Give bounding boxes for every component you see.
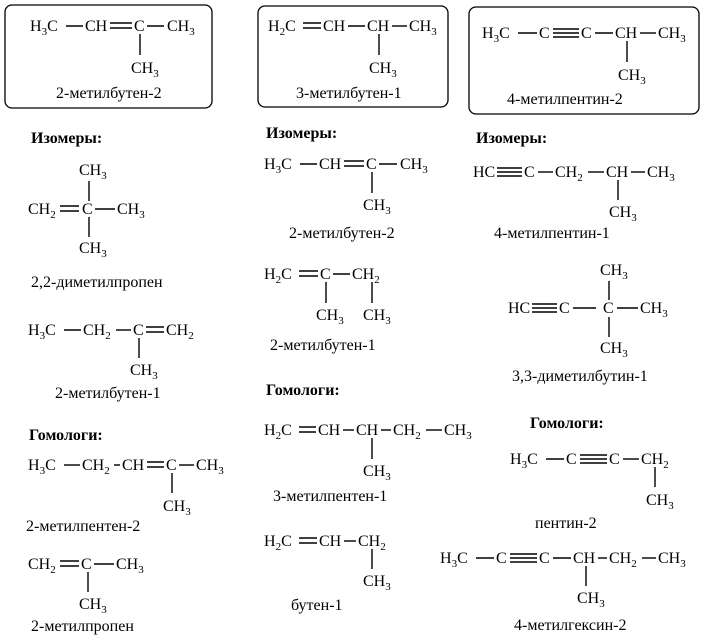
compound-name: 2-метилпентен-2 (26, 518, 141, 535)
fragment: C (609, 451, 620, 468)
fragment: $CH_3$ (79, 162, 107, 182)
formula-homolog-2-2 (264, 533, 391, 593)
fragment: $CH_3$ (640, 300, 668, 320)
compound-name: 4-метилгексин-2 (514, 617, 627, 634)
fragment: C (603, 300, 614, 317)
fragment: CH (367, 18, 390, 35)
fragment: $CH_2$ (82, 457, 110, 477)
fragment: C (581, 25, 592, 42)
fragment: $CH_3$ (196, 457, 224, 477)
fragment: C (539, 550, 550, 567)
formula-homolog-3-2 (440, 550, 686, 610)
formula-main-1 (30, 18, 195, 80)
fragment: $CH_3$ (79, 596, 107, 616)
homologs-heading: Гомологи: (266, 382, 340, 399)
fragment: $CH_3$ (363, 197, 391, 217)
fragment: $CH_3$ (609, 204, 637, 224)
formula-homolog-1-1 (28, 457, 224, 518)
fragment: C (496, 550, 507, 567)
fragment: CH (606, 164, 629, 181)
compound-name: 3-метилбутен-1 (296, 85, 402, 102)
fragment: $H_3C$ (510, 451, 538, 471)
fragment: C (320, 266, 331, 283)
compound-name: 2,2-диметилпропен (31, 274, 163, 291)
fragment: HC (508, 300, 531, 317)
fragment: $H_2C$ (268, 18, 296, 38)
fragment: C (566, 451, 577, 468)
fragment: $CH_3$ (409, 18, 437, 38)
fragment: $CH_3$ (116, 556, 144, 576)
homologs-heading: Гомологи: (29, 427, 103, 444)
fragment: $CH_3$ (131, 60, 159, 80)
formula-isomer-1-2 (28, 322, 194, 382)
fragment: $H_3C$ (28, 322, 56, 342)
fragment: CH (319, 156, 342, 173)
fragment: $CH_3$ (444, 422, 472, 442)
fragment: $CH_3$ (658, 550, 686, 570)
column-3 (440, 7, 699, 634)
fragment: CH (356, 422, 379, 439)
fragment: $CH_3$ (618, 67, 646, 87)
compound-name: 2-метилбутен-1 (55, 385, 161, 402)
formula-homolog-1-2 (28, 556, 144, 616)
formula-isomer-3-2 (508, 262, 668, 360)
fragment: $CH_3$ (363, 307, 391, 327)
fragment: C (81, 556, 92, 573)
fragment: CH (85, 18, 108, 35)
formula-main-3 (482, 25, 686, 87)
fragment: C (166, 457, 177, 474)
isomers-heading: Изомеры: (31, 130, 103, 147)
isomers-heading: Изомеры: (476, 130, 548, 147)
fragment: $CH_3$ (658, 25, 686, 45)
fragment: $CH_3$ (163, 498, 191, 518)
fragment: $CH_3$ (316, 307, 344, 327)
fragment: CH (319, 533, 342, 550)
formula-main-2 (268, 18, 437, 80)
fragment: C (366, 156, 377, 173)
fragment: $H_2C$ (264, 533, 292, 553)
formula-isomer-1-1 (28, 162, 145, 260)
fragment: C (82, 201, 93, 218)
fragment: CH (318, 422, 341, 439)
fragment: C (524, 164, 535, 181)
fragment: $CH_3$ (167, 18, 195, 38)
fragment: $H_2C$ (264, 266, 292, 286)
fragment: $CH_2$ (352, 266, 380, 286)
fragment: $CH_2$ (358, 533, 386, 553)
compound-name: 2-метилбутен-2 (56, 85, 162, 102)
compound-name: 2-метилбутен-2 (289, 225, 395, 242)
fragment: $CH_2$ (609, 550, 637, 570)
formula-isomer-3-1 (473, 164, 675, 224)
fragment: $CH_2$ (393, 422, 421, 442)
fragment: $CH_2$ (166, 322, 194, 342)
compound-name: 4-метилпентин-1 (494, 225, 610, 242)
formula-isomer-2-2 (264, 266, 391, 327)
fragment: $H_3C$ (482, 25, 510, 45)
fragment: $CH_3$ (600, 340, 628, 360)
compound-name: пентин-2 (535, 515, 597, 532)
isomers-heading: Изомеры: (266, 125, 338, 142)
fragment: $CH_3$ (363, 463, 391, 483)
fragment: C (134, 18, 145, 35)
homologs-heading: Гомологи: (530, 415, 604, 432)
fragment: $CH_3$ (79, 240, 107, 260)
fragment: CH (122, 457, 145, 474)
fragment: $CH_3$ (647, 164, 675, 184)
fragment: $CH_3$ (646, 492, 674, 512)
fragment: $CH_3$ (600, 262, 628, 282)
compound-name: бутен-1 (291, 597, 343, 614)
fragment: $CH_2$ (641, 451, 669, 471)
fragment: C (559, 300, 570, 317)
fragment: $H_3C$ (440, 550, 468, 570)
fragment: $CH_2$ (28, 201, 56, 221)
fragment: $H_2C$ (264, 422, 292, 442)
fragment: $CH_3$ (400, 156, 428, 176)
fragment: $CH_3$ (130, 362, 158, 382)
fragment: $H_3C$ (30, 18, 58, 38)
formula-homolog-3-1 (510, 451, 674, 512)
fragment: CH (323, 18, 346, 35)
fragment: C (539, 25, 550, 42)
fragment: $CH_3$ (363, 573, 391, 593)
fragment: HC (473, 164, 496, 181)
fragment: $CH_2$ (83, 322, 111, 342)
fragment: $H_3C$ (264, 156, 292, 176)
fragment: $CH_3$ (117, 201, 145, 221)
formula-isomer-2-1 (264, 156, 428, 217)
fragment: $H_3C$ (28, 457, 56, 477)
compound-name: 4-метилпентин-2 (507, 91, 623, 108)
fragment: CH (573, 550, 596, 567)
formula-homolog-2-1 (264, 422, 472, 483)
fragment: $CH_3$ (577, 590, 605, 610)
fragment: $CH_3$ (369, 60, 397, 80)
compound-name: 2-метилбутен-1 (270, 337, 376, 354)
compound-name: 3,3-диметилбутин-1 (512, 368, 648, 385)
fragment: CH (615, 25, 638, 42)
column-2 (258, 6, 472, 614)
fragment: $CH_2$ (28, 556, 56, 576)
fragment: C (133, 322, 144, 339)
compound-name: 2-метилпропен (31, 618, 134, 635)
compound-name: 3-метилпентен-1 (273, 488, 388, 505)
fragment: $CH_2$ (555, 164, 583, 184)
column-1 (5, 5, 224, 635)
